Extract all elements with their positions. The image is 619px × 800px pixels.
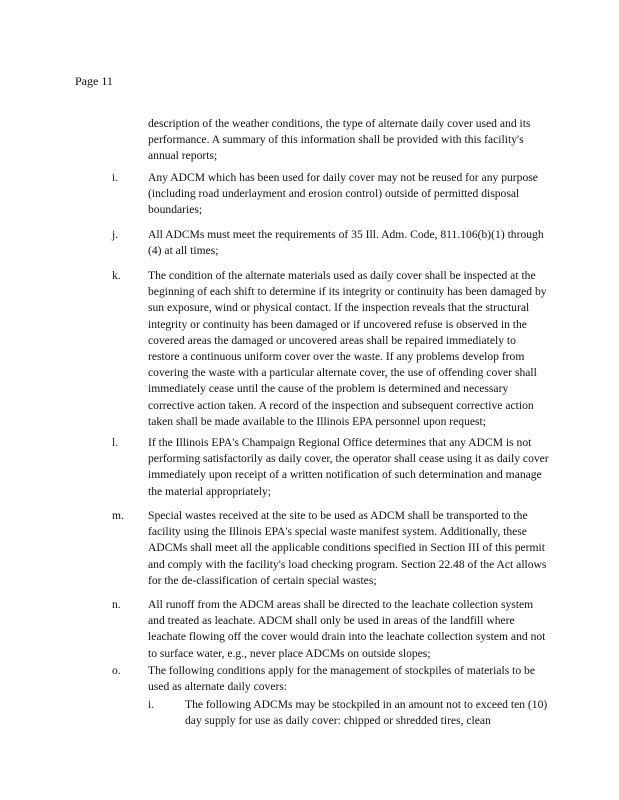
sub-list-item-text: The following ADCMs may be stockpiled in an amount not to exceed ten (10) day supply for use as daily cover: chipped or shredded tires, clean: [185, 698, 548, 728]
list-item-text: The following conditions apply for the management of stockpiles of materials to be used as alternate daily covers:: [148, 664, 536, 694]
list-item-o: [112, 663, 552, 695]
sub-list-item-i: [148, 697, 552, 729]
list-item-label: i.: [112, 171, 119, 184]
list-item-label: o.: [112, 664, 121, 677]
continued-paragraph: description of the weather conditions, the type of alternate daily cover used and its performance. A summary of this information shall be provided with this facility's annual reports;: [148, 117, 531, 163]
list-item-k: [112, 268, 552, 430]
list-item-l: [112, 435, 552, 500]
list-item-text: All runoff from the ADCM areas shall be directed to the leachate collection system and treated as leachate. ADCM shall only be used in areas of the landfill where leachate flowing off the cover would drain into the leachate collection system and not to surface water, e.g., never place ADCMs on outside slopes;: [148, 598, 546, 660]
list-item-text: All ADCMs must meet the requirements of 35 Ill. Adm. Code, 811.106(b)(1) through (4) at all times;: [148, 228, 544, 258]
list-item-m: [112, 508, 552, 589]
list-item-label: n.: [112, 598, 121, 611]
list-item-i: [112, 170, 552, 219]
list-item-n: [112, 597, 552, 662]
list-item-label: k.: [112, 269, 121, 282]
list-item-j: [112, 227, 552, 259]
list-item-text: Any ADCM which has been used for daily cover may not be reused for any purpose (including road underlayment and erosion control) outside of permitted disposal boundaries;: [148, 171, 538, 217]
list-item-label: m.: [112, 509, 124, 522]
list-item-label: j.: [112, 228, 119, 241]
list-item-text: The condition of the alternate materials used as daily cover shall be inspected at the beginning of each shift to determine if its integrity or continuity has been damaged by sun exposure, wind or physical contact. If the inspection reveals that the structural integrity or continuity has been damaged or if uncovered refuse is observed in the covered areas the damaged or uncovered areas shall be repaired immediately to restore a continuous uniform cover over the waste. If any problems develop from covering the waste with a particular alternate cover, the use of offending cover shall immediately cease until the cause of the problem is determined and necessary corrective action taken. A record of the inspection and subsequent corrective action taken shall be made available to the Illinois EPA personnel upon request;: [148, 269, 547, 428]
sub-list-item-label: i.: [148, 698, 155, 711]
list-item-label: l.: [112, 436, 119, 449]
page-number: Page 11: [75, 74, 113, 88]
list-item-text: If the Illinois EPA's Champaign Regional Office determines that any ADCM is not performing satisfactorily as daily cover, the operator shall cease using it as daily cover immediately upon receipt of a written notification of such determination and manage the material appropriately;: [148, 436, 549, 498]
list-item-text: Special wastes received at the site to be used as ADCM shall be transported to the facility using the Illinois EPA's special waste manifest system. Additionally, these ADCMs shall meet all the applicable conditions specified in Section III of this permit and comply with the facility's load checking program. Section 22.48 of the Act allows for the de-classification of certain special wastes;: [148, 509, 547, 587]
